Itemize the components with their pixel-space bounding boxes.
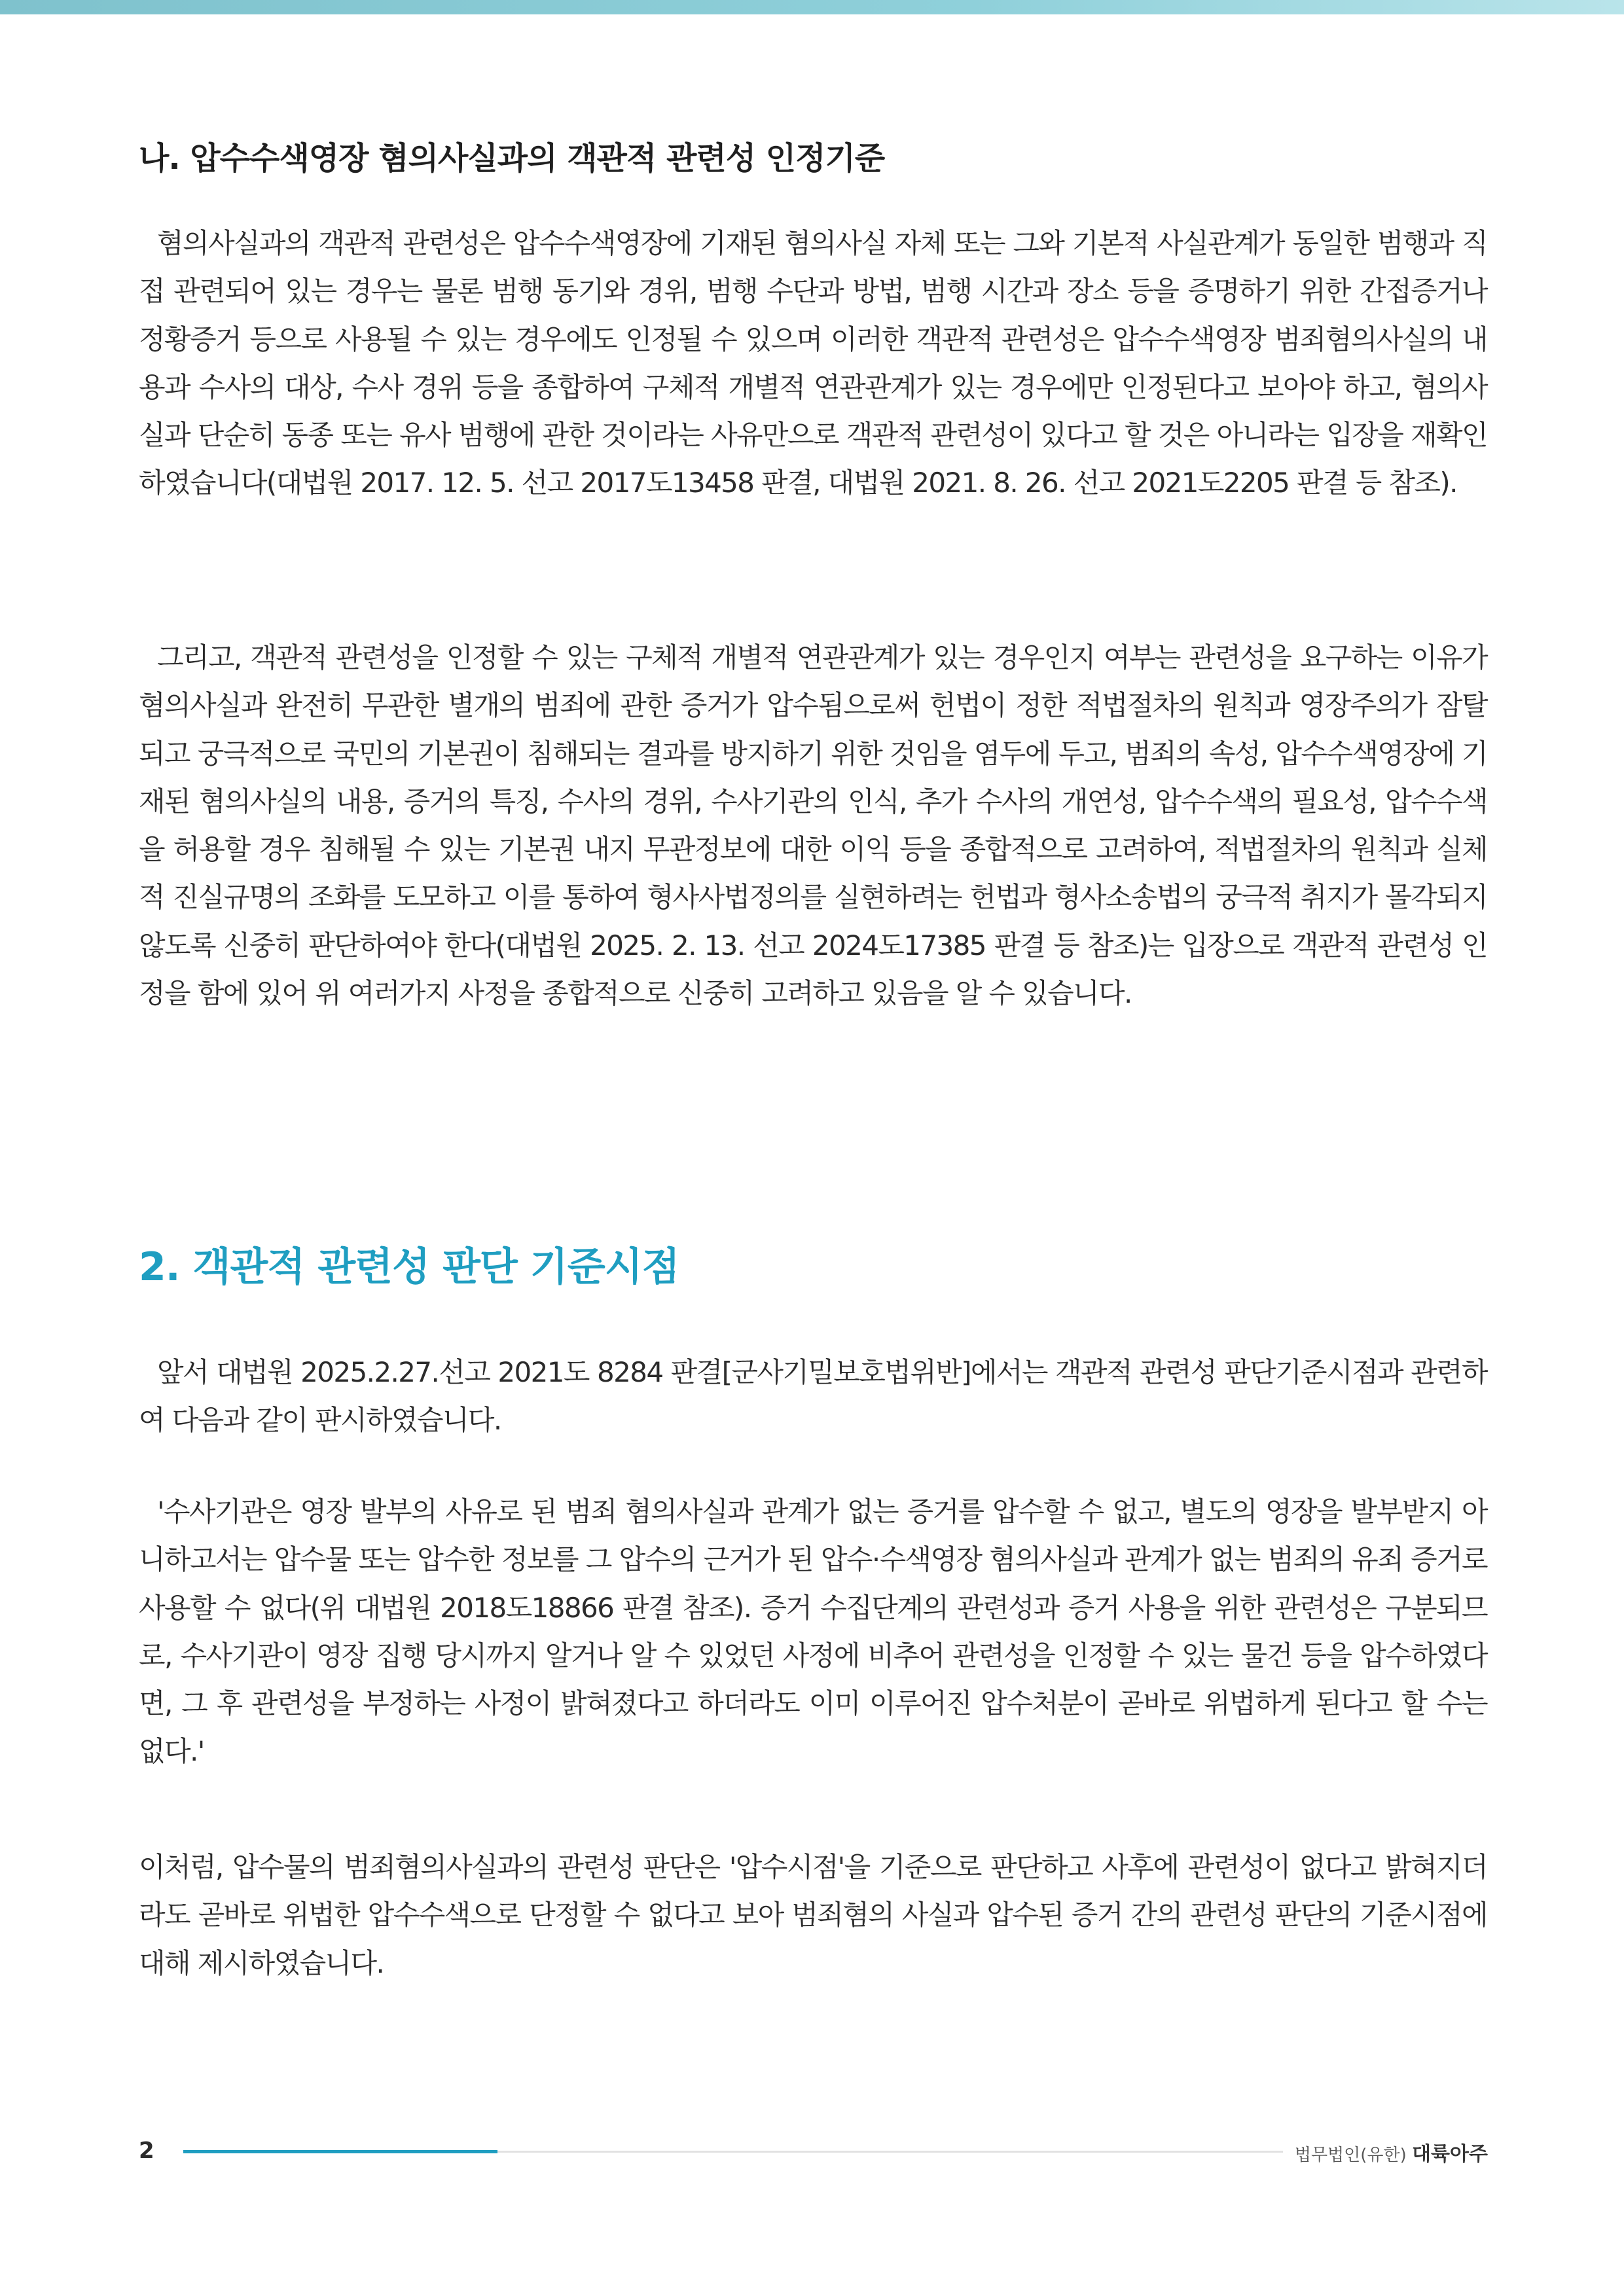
paragraph-ruling-intro: 앞서 대법원 2025.2.27.선고 2021도 8284 판결[군사기밀보호법위반]에서는 객관적 관련성 판단기준시점과 관련하여 다음과 같이 판시하였습니다. <box>139 1356 1487 1437</box>
paragraph-conclusion: 이처럼, 압수물의 범죄혐의사실과의 관련성 판단은 '압수시점'을 기준으로 판단하고 사후에 관련성이 없다고 밝혀지더라도 곧바로 위법한 압수수색으로 단정할 수 없다고 보아 범죄혐의 사실과 압수된 증거 간의 관련성 판단의 기준시점에 대해 제시하였습니다. <box>139 1851 1487 1979</box>
footer-divider-accent <box>183 2150 497 2153</box>
paragraph-relevance-factors: 그리고, 객관적 관련성을 인정할 수 있는 구체적 개별적 연관관계가 있는 경우인지 여부는 관련성을 요구하는 이유가 혐의사실과 완전히 무관한 별개의 범죄에 관한 증거가 압수됨으로써 헌법이 정한 적법절차의 원칙과 영장주의가 잠탈되고 궁극적으로 국민의 기본권이 침해되는 결과를 방지하기 위한 것임을 염두에 두고, 범죄의 속성, 압수수색영장에 기재된 혐의사실의 내용, 증거의 특징, 수사의 경위, 수사기관의 인식, 추가 수사의 개연성, 압수수색의 필요성, 압수수색을 허용할 경우 침해될 수 있는 기본권 내지 무관정보에 대한 이익 등을 종합적으로 고려하여, 적법절차의 원칙과 실체적 진실규명의 조화를 도모하고 이를 통하여 형사사법정의를 실현하려는 헌법과 형사소송법의 궁극적 취지가 몰각되지 않도록 신중히 판단하여야 한다(대법원 2025. 2. 13. 선고 2024도17385 판결 등 참조)는 입장으로 객관적 관련성 인정을 함에 있어 위 여러가지 사정을 종합적으로 신중히 고려하고 있음을 알 수 있습니다. <box>139 641 1487 1010</box>
paragraph-ruling-quote: '수사기관은 영장 발부의 사유로 된 범죄 혐의사실과 관계가 없는 증거를 압수할 수 없고, 별도의 영장을 발부받지 아니하고서는 압수물 또는 압수한 정보를 그 압수의 근거가 된 압수·수색영장 혐의사실과 관계가 없는 범죄의 유죄 증거로 사용할 수 없다(위 대법원 2018도18866 판결 참조). 증거 수집단계의 관련성과 증거 사용을 위한 관련성은 구분되므로, 수사기관이 영장 집행 당시까지 알거나 알 수 있었던 사정에 비추어 관련성을 인정할 수 있는 물건 등을 압수하였다면, 그 후 관련성을 부정하는 사정이 밝혀졌다고 하더라도 이미 이루어진 압수처분이 곧바로 위법하게 된다고 할 수는 없다.' <box>139 1496 1487 1768</box>
page-number: 2 <box>139 2138 154 2164</box>
firm-name: 대륙아주 <box>1412 2143 1488 2166</box>
footer-firm-logo <box>1295 2138 1488 2166</box>
section-heading-b: 나. 압수수색영장 혐의사실과의 객관적 관련성 인정기준 <box>139 140 885 177</box>
firm-prefix: 법무법인(유한) <box>1294 2145 1407 2165</box>
section-heading-2: 2. 객관적 관련성 판단 기준시점 <box>139 1244 679 1290</box>
paragraph-relevance-standard: 혐의사실과의 객관적 관련성은 압수수색영장에 기재된 혐의사실 자체 또는 그와 기본적 사실관계가 동일한 범행과 직접 관련되어 있는 경우는 물론 범행 동기와 경위, 범행 수단과 방법, 범행 시간과 장소 등을 증명하기 위한 간접증거나 정황증거 등으로 사용될 수 있는 경우에도 인정될 수 있으며 이러한 객관적 관련성은 압수수색영장 범죄혐의사실의 내용과 수사의 대상, 수사 경위 등을 종합하여 구체적 개별적 연관관계가 있는 경우에만 인정된다고 보아야 하고, 혐의사실과 단순히 동종 또는 유사 범행에 관한 것이라는 사유만으로 객관적 관련성이 있다고 할 것은 아니라는 입장을 재확인하였습니다(대법원 2017. 12. 5. 선고 2017도13458 판결, 대법원 2021. 8. 26. 선고 2021도2205 판결 등 참조). <box>139 227 1487 499</box>
top-accent-bar <box>0 0 1624 14</box>
